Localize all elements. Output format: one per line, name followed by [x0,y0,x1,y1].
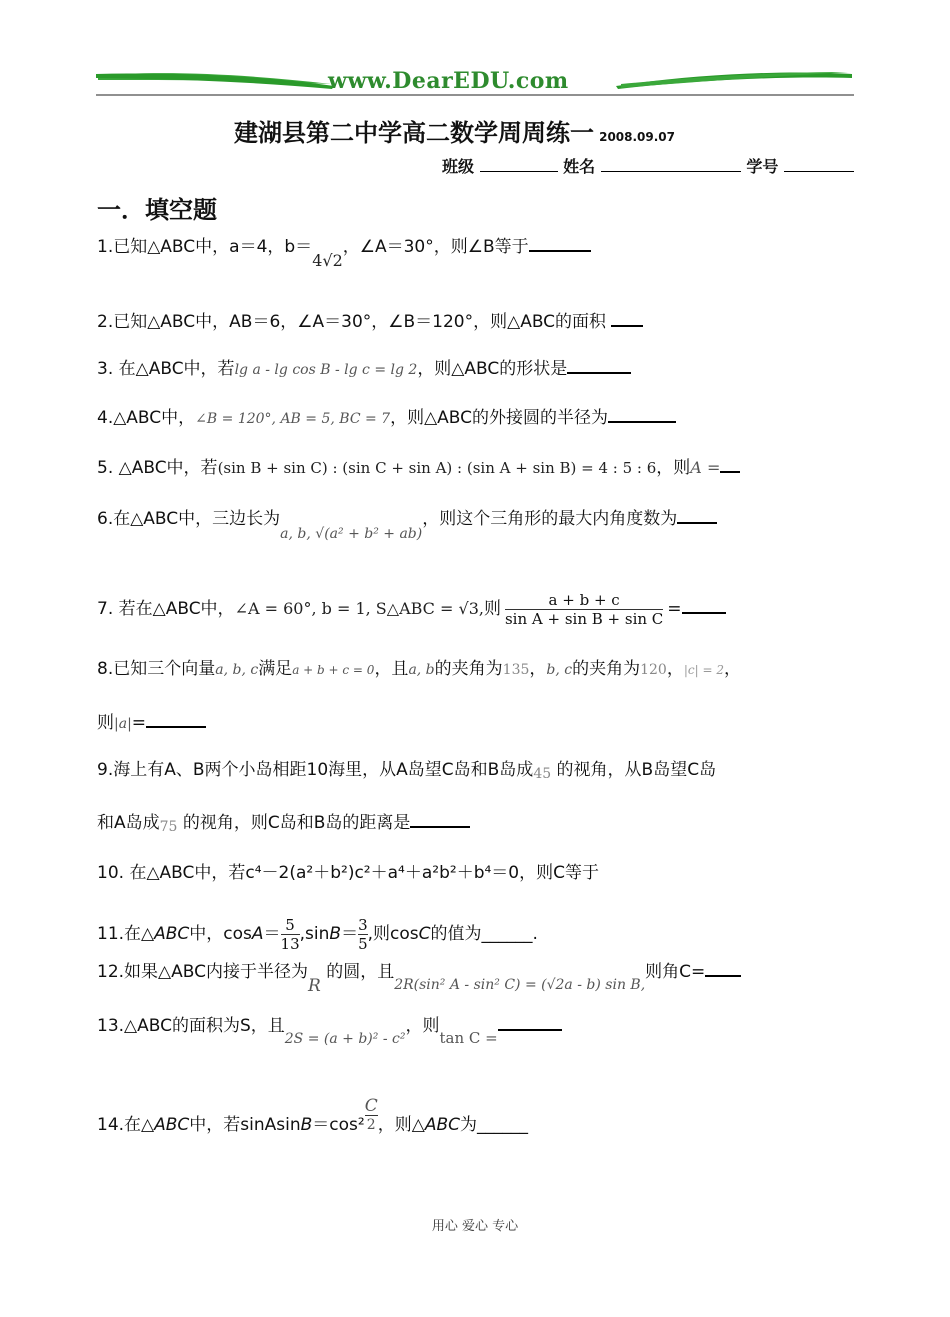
q11-fraction-1: $\frac{5}{13}$ [280,915,300,953]
question-2: 2.已知△ABC中，AB＝6，∠A＝30°，∠B＝120°，则△ABC的面积 [97,309,643,334]
q7-math: ∠A = 60°, b = 1, S△ABC = √3, [234,599,484,618]
question-12: 12.如果△ABC内接于半径为R 的圆，且$_{2R(sin^2 A - sin^2 C) = (√2a - b) sin B,}$则角C= [97,959,741,985]
q6-answer-blank[interactable] [677,506,717,524]
q5-answer-blank[interactable] [720,455,740,473]
number-blank[interactable] [784,157,854,172]
q7-answer-blank[interactable] [682,596,726,614]
question-6: 6.在△ABC中，三边长为$_{a, b, √(a^2 + b^2 + ab)}$，则这个三角形的最大内角度数为 [97,506,717,532]
question-14: 14.在△ABC中，若sinAsinB＝cos² $\frac{C}{2}$ ，则△ABC为______ [97,1095,528,1135]
q2-answer-blank[interactable] [611,309,643,327]
name-label: 姓名 [563,157,596,176]
page-footer: 用心 爱心 专心 [431,1219,519,1234]
header-logo [96,62,854,102]
title-date: 2008.09.07 [599,130,676,144]
question-5: 5. △ABC中，若(sin B + sin C) : (sin C + sin A) : (sin A + sin B) = 4 : 5 : 6，则A = [97,455,740,480]
title-main: 建湖县第二中学高二数学周周练一 [234,119,594,147]
question-7: 7. 若在△ABC中，∠A = 60°, b = 1, S△ABC = √3,则 $\frac{a + b + c}{\text{sin A + sin B + sin C}}$ = [97,589,726,629]
question-13: 13.△ABC的面积为S，且$_{2S = (a + b)^2 - c^2}$，则tan C = [97,1013,562,1039]
question-8-line2: 则|a|= [97,710,206,736]
number-label: 学号 [746,157,779,176]
section-title: 一．填空题 [97,196,217,224]
q4-math: ∠B = 120°, AB = 5, BC = 7 [195,411,391,427]
q5-math: (sin B + sin C) : (sin C + sin A) : (sin A + sin B) = 4 : 5 : 6 [217,459,657,477]
q1-math: 4√2 [312,251,343,270]
q1-answer-blank[interactable] [529,234,591,252]
q8-answer-blank[interactable] [146,710,206,728]
question-9-line2: 和A岛成75 的视角，则C岛和B岛的距离是 [97,810,470,836]
q5-math2: A = [690,458,721,477]
class-blank[interactable] [480,157,558,172]
q4-answer-blank[interactable] [608,405,676,423]
student-info [442,154,854,177]
name-blank[interactable] [601,157,741,172]
q14-fraction: $\frac{C}{2}$ [364,1095,378,1133]
question-8: 8.已知三个向量a, b, c满足a + b + c = 0，且a, b的夹角为135，b, c的夹角为120，|c| = 2， [97,659,741,679]
question-1: 1.已知△ABC中，a＝4，b＝4√2，∠A＝30°，则∠B等于 [97,234,591,259]
page-title [234,113,675,148]
q7-fraction: $\frac{a + b + c}{\text{sin A + sin B + sin C}}$ [504,590,664,628]
q11-fraction-2: $\frac{3}{5}$ [358,915,368,953]
question-10: 10. 在△ABC中，若c⁴－2(a²＋b²)c²＋a⁴＋a²b²＋b⁴＝0，则C等于 [97,863,599,883]
q3-answer-blank[interactable] [567,356,631,374]
logo-text: www.DearEDU.com [328,68,569,94]
question-3: 3. 在△ABC中，若lg a - lg cos B - lg c = lg 2，则△ABC的形状是 [97,356,631,382]
question-4: 4.△ABC中，∠B = 120°, AB = 5, BC = 7，则△ABC的外接圆的半径为 [97,405,676,431]
question-9: 9.海上有A、B两个小岛相距10海里，从A岛望C岛和B岛成45 的视角，从B岛望C岛 [97,760,717,782]
q12-answer-blank[interactable] [705,959,741,977]
q3-math: lg a - lg cos B - lg c = lg 2 [234,362,418,378]
q13-answer-blank[interactable] [498,1013,562,1031]
question-11: 11.在△ABC中，cosA＝ $\frac{5}{13}$ ,sinB＝ $\frac{3}{5}$ ,则cosC的值为______. [97,915,538,953]
q6-math: a, b, √(a² + b² + ab) [280,526,423,542]
q9-answer-blank[interactable] [410,810,470,828]
class-label: 班级 [442,157,475,176]
